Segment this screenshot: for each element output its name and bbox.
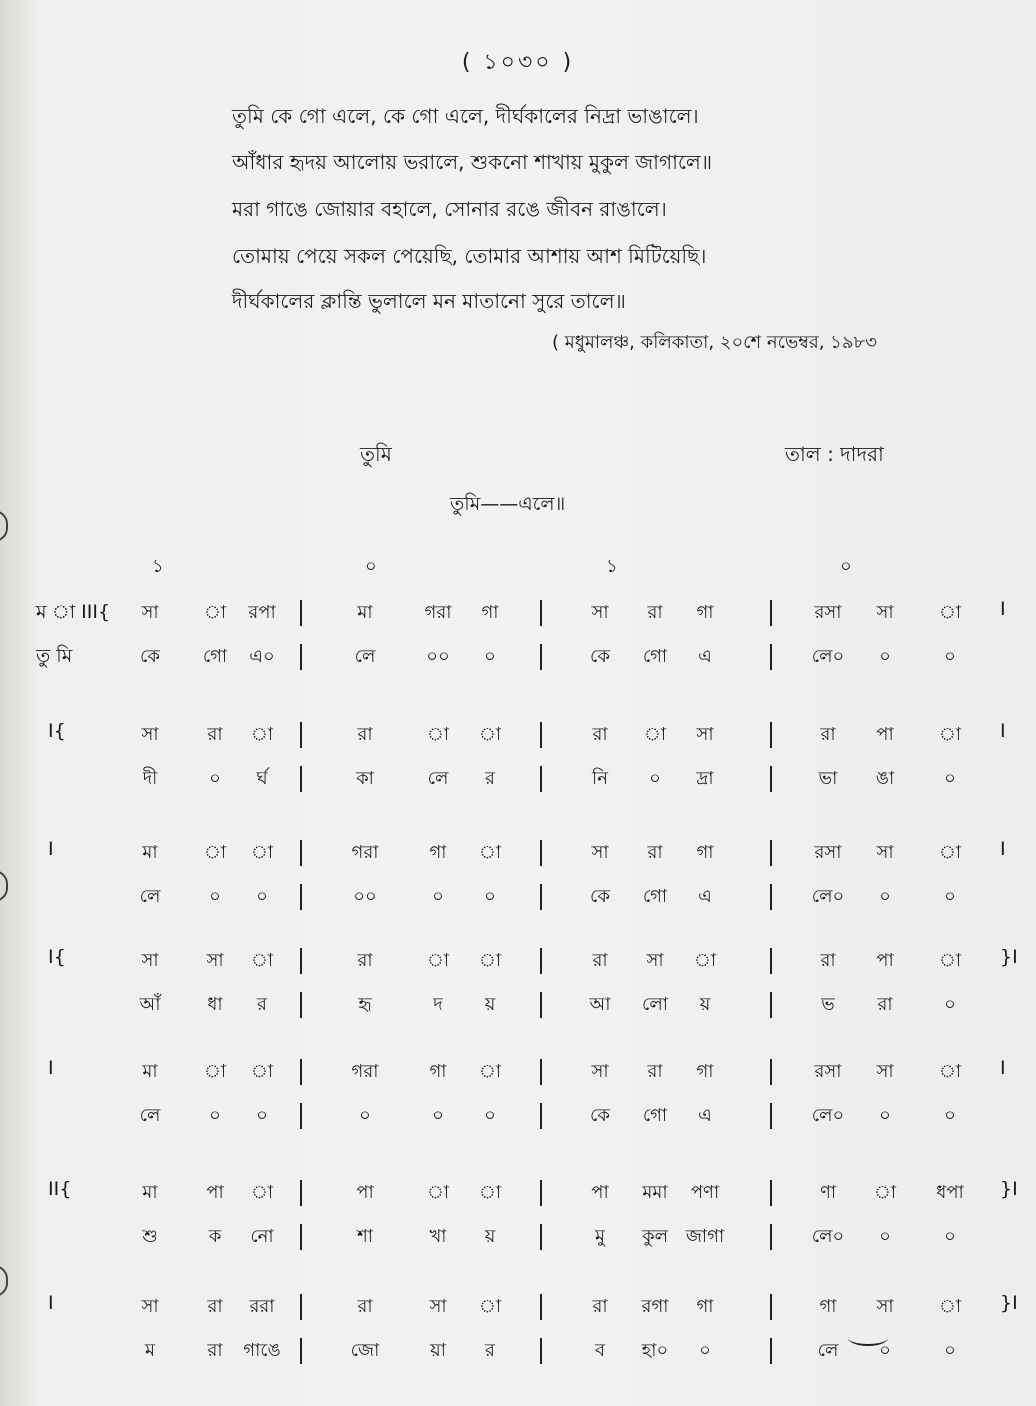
lyric-syllable: দ্রা <box>696 768 714 789</box>
bar-line <box>770 840 772 866</box>
lyric-syllable: শু <box>142 1226 158 1247</box>
swara-note: া <box>938 842 962 863</box>
lyric-syllable: ০ <box>209 1105 221 1126</box>
lyric-syllable: ০ <box>944 1340 956 1361</box>
tala-label: তাল : দাদরা <box>785 442 884 466</box>
swara-note: সা <box>876 1296 894 1317</box>
swara-note: মমা <box>642 1182 668 1203</box>
swara-note: া <box>203 1061 227 1082</box>
lyric-syllable: গো <box>202 646 228 667</box>
bar-line <box>540 1103 542 1129</box>
swara-note: া <box>478 1182 502 1203</box>
swara-note: গা <box>696 602 714 623</box>
swara-note: া <box>643 724 667 745</box>
swara-note: সা <box>591 842 609 863</box>
swara-note: রসা <box>814 602 842 623</box>
lyric-line: দীর্ঘকালের ক্লান্তি ভুলালে মন মাতানো সুরে তালে॥ <box>232 289 626 313</box>
lyric-syllable: ০ <box>879 646 891 667</box>
bar-line <box>300 644 302 670</box>
bar-line <box>300 948 302 974</box>
lyric-syllable: ০ <box>699 1340 711 1361</box>
lyric-row-start: তু মি <box>36 645 73 667</box>
lyric-line: আঁধার হৃদয় আলোয় ভরালে, শুকনো শাখায় মুকুল জাগালে॥ <box>232 150 713 174</box>
swara-note: া <box>873 1182 897 1203</box>
bar-line <box>540 644 542 670</box>
swara-note: গা <box>819 1296 837 1317</box>
lyric-syllable: ০ <box>944 1226 956 1247</box>
lyric-syllable: র <box>257 994 267 1015</box>
swara-note: সা <box>876 842 894 863</box>
swara-note: রা <box>592 1296 608 1317</box>
swara-note: সা <box>141 1296 159 1317</box>
lyric-syllable: জো <box>350 1340 380 1361</box>
lyric-syllable: কুল <box>641 1226 669 1247</box>
swara-note: া <box>938 1061 962 1082</box>
swara-note: গা <box>481 602 499 623</box>
lyric-syllable: দ <box>433 994 443 1015</box>
lyric-syllable: লে <box>139 1105 161 1126</box>
lyric-syllable: ০ <box>209 768 221 789</box>
swara-note: গা <box>429 842 447 863</box>
bar-line <box>770 992 772 1018</box>
credit-line: ( মধুমালঞ্চ, কলিকাতা, ২০শে নভেম্বর, ১৯৮৩ <box>552 332 877 353</box>
swara-note: া <box>426 724 450 745</box>
bar-line <box>770 600 772 626</box>
swara-note: গা <box>696 1296 714 1317</box>
beat-marker: ০ <box>365 556 377 577</box>
bar-line <box>300 1294 302 1320</box>
swara-note: রা <box>207 724 223 745</box>
swara-note: া <box>250 1061 274 1082</box>
lyric-syllable: ভ <box>821 994 835 1015</box>
row-end-marker: }I <box>1000 946 1018 968</box>
lyric-syllable: কে <box>140 646 160 667</box>
bar-line <box>540 884 542 910</box>
swara-note: া <box>938 1296 962 1317</box>
lyric-syllable: ভা <box>818 768 838 789</box>
swara-note: রা <box>357 724 373 745</box>
lyric-syllable: ০ <box>649 768 661 789</box>
lyric-syllable: ০ <box>484 886 496 907</box>
lyric-syllable: এ <box>698 1105 712 1126</box>
lyric-syllable: ধা <box>207 994 223 1015</box>
lyric-syllable: ০ <box>256 1105 268 1126</box>
bar-line <box>300 1059 302 1085</box>
lyric-syllable: লে <box>817 1340 839 1361</box>
lyric-syllable: ০ <box>944 994 956 1015</box>
swara-note: া <box>938 602 962 623</box>
swara-note: া <box>203 602 227 623</box>
swara-note: রা <box>207 1296 223 1317</box>
lyric-syllable: ০ <box>432 886 444 907</box>
row-end-marker: I <box>1000 598 1006 620</box>
bar-line <box>300 884 302 910</box>
swara-note: সা <box>206 950 224 971</box>
lyric-syllable: ক <box>208 1226 222 1247</box>
swara-note: সা <box>696 724 714 745</box>
swara-note: গরা <box>351 842 379 863</box>
lyric-syllable: আ <box>589 994 611 1015</box>
lyric-syllable: ০ <box>209 886 221 907</box>
page-number: ( ১০৩০ ) <box>461 50 575 75</box>
bar-line <box>770 1180 772 1206</box>
lyric-syllable: আঁ <box>139 994 161 1015</box>
lyric-syllable: লে <box>139 886 161 907</box>
lyric-syllable: কে <box>590 646 610 667</box>
swara-note: গরা <box>351 1061 379 1082</box>
lyric-syllable: গো <box>642 1105 668 1126</box>
swara-note: পণা <box>690 1182 720 1203</box>
bar-line <box>770 884 772 910</box>
lyric-syllable: কে <box>590 886 610 907</box>
lyric-syllable: লে০ <box>811 886 845 907</box>
swara-note: া <box>250 724 274 745</box>
swara-note: গা <box>429 1061 447 1082</box>
bar-line <box>300 1224 302 1250</box>
lyric-syllable: ০ <box>944 1105 956 1126</box>
swara-note: া <box>250 950 274 971</box>
swara-note: রা <box>647 1061 663 1082</box>
lyric-syllable: হা০ <box>641 1340 669 1361</box>
bar-line <box>540 722 542 748</box>
swara-note: সা <box>141 950 159 971</box>
notation-title: তুমি <box>360 442 392 466</box>
lyric-syllable: এ <box>698 886 712 907</box>
beat-marker: ১ <box>606 556 618 577</box>
lyric-syllable: খা <box>429 1226 447 1247</box>
swara-note: পা <box>876 724 894 745</box>
beat-marker: ১ <box>152 556 164 577</box>
swara-note: মা <box>357 602 373 623</box>
swara-note: রসা <box>814 842 842 863</box>
swara-note: মা <box>142 1061 158 1082</box>
lyric-syllable: ০০ <box>353 886 377 907</box>
row-end-marker: }I <box>1000 1178 1018 1200</box>
swara-note: গা <box>696 842 714 863</box>
lyric-syllable: গাঙে <box>243 1340 281 1361</box>
bar-line <box>770 722 772 748</box>
swara-note: রা <box>592 724 608 745</box>
lyric-syllable: লে <box>427 768 449 789</box>
swara-note: মা <box>142 842 158 863</box>
lyric-syllable: গো <box>642 646 668 667</box>
swara-note: ধপা <box>936 1182 964 1203</box>
binding-mark <box>0 1265 8 1297</box>
swara-note: া <box>203 842 227 863</box>
row-end-marker: I <box>1000 838 1006 860</box>
swara-note: পা <box>876 950 894 971</box>
swara-note: রা <box>647 842 663 863</box>
bar-line <box>770 644 772 670</box>
lyric-syllable: নো <box>250 1226 274 1247</box>
row-start-marker: I <box>48 838 54 860</box>
swara-note: রা <box>357 1296 373 1317</box>
lyric-syllable: হৃ <box>358 994 372 1015</box>
bar-line <box>300 840 302 866</box>
swara-note: সা <box>429 1296 447 1317</box>
lyric-syllable: জাগা <box>685 1226 725 1247</box>
swara-note: া <box>693 950 717 971</box>
lyric-line: তুমি কে গো এলে, কে গো এলে, দীর্ঘকালের নিদ্রা ভাঙালে। <box>232 104 699 128</box>
swara-note: রপা <box>248 602 276 623</box>
lyric-syllable: র্ঘ <box>256 768 268 789</box>
lyric-syllable: রা <box>207 1340 223 1361</box>
swara-note: া <box>426 950 450 971</box>
bar-line <box>300 992 302 1018</box>
row-start-marker: I <box>48 1057 54 1079</box>
bar-line <box>540 600 542 626</box>
bar-line <box>540 1059 542 1085</box>
lyric-syllable: ০ <box>432 1105 444 1126</box>
bar-line <box>540 766 542 792</box>
lyric-syllable: এ০ <box>249 646 275 667</box>
bar-line <box>540 1180 542 1206</box>
swara-note: রা <box>820 950 836 971</box>
swara-note: সা <box>141 724 159 745</box>
lyric-syllable: কে <box>590 1105 610 1126</box>
lyric-syllable: ব <box>594 1340 606 1361</box>
lyric-syllable: লে০ <box>811 1226 845 1247</box>
swara-note: া <box>478 724 502 745</box>
swara-note: সা <box>591 602 609 623</box>
swara-note: া <box>478 1061 502 1082</box>
swara-note: সা <box>876 602 894 623</box>
lyric-syllable: ০ <box>879 886 891 907</box>
lyric-syllable: য় <box>699 994 711 1015</box>
row-start-marker: I <box>48 1292 54 1314</box>
bar-line <box>540 1294 542 1320</box>
swara-note: রগা <box>641 1296 669 1317</box>
lyric-syllable: ০ <box>879 1226 891 1247</box>
lyric-syllable: ০ <box>944 886 956 907</box>
lyric-syllable: লে০ <box>811 646 845 667</box>
swara-note: ণা <box>819 1182 837 1203</box>
lyric-syllable: য় <box>484 1226 496 1247</box>
lyric-syllable: লে০ <box>811 1105 845 1126</box>
bar-line <box>300 600 302 626</box>
row-end-marker: I <box>1000 1057 1006 1079</box>
lyric-syllable: র <box>485 768 495 789</box>
lyric-syllable: ঙা <box>875 768 895 789</box>
bar-line <box>770 1294 772 1320</box>
swara-note: রা <box>820 724 836 745</box>
binding-mark <box>0 510 8 542</box>
bar-line <box>770 948 772 974</box>
bar-line <box>770 1103 772 1129</box>
lyric-syllable: ০০ <box>426 646 450 667</box>
lyric-syllable: য়া <box>430 1340 446 1361</box>
row-start-marker: I{ <box>48 946 66 968</box>
lyric-syllable: ০ <box>256 886 268 907</box>
swara-note: পা <box>356 1182 374 1203</box>
lyric-syllable: ০ <box>944 646 956 667</box>
lyric-syllable: ০ <box>944 768 956 789</box>
swara-note: গা <box>696 1061 714 1082</box>
bar-line <box>540 948 542 974</box>
swara-note: পা <box>206 1182 224 1203</box>
bar-line <box>540 1338 542 1364</box>
swara-note: রসা <box>814 1061 842 1082</box>
row-start-marker: I{ <box>48 720 66 742</box>
swara-note: সা <box>591 1061 609 1082</box>
lyric-syllable: শা <box>357 1226 373 1247</box>
lyric-syllable: দী <box>142 768 158 789</box>
lyric-line: মরা গাঙে জোয়ার বহালে, সোনার রঙে জীবন রাঙালে। <box>232 197 667 221</box>
lyric-syllable: লে <box>354 646 376 667</box>
bar-line <box>300 766 302 792</box>
swara-note: সা <box>876 1061 894 1082</box>
bar-line <box>300 722 302 748</box>
lyric-syllable: গো <box>642 886 668 907</box>
row-end-marker: I <box>1000 720 1006 742</box>
swara-note: ররা <box>249 1296 275 1317</box>
lyric-syllable: রা <box>877 994 893 1015</box>
swara-note: া <box>250 842 274 863</box>
bar-line <box>770 1338 772 1364</box>
swara-note: সা <box>141 602 159 623</box>
swara-note: রা <box>647 602 663 623</box>
lyric-syllable: কা <box>356 768 374 789</box>
bar-line <box>300 1103 302 1129</box>
swara-note: সা <box>646 950 664 971</box>
swara-note: রা <box>592 950 608 971</box>
bar-line <box>770 1224 772 1250</box>
lyric-syllable: লো <box>642 994 668 1015</box>
bar-line <box>300 1180 302 1206</box>
refrain-line: তুমি——এলে॥ <box>450 493 566 515</box>
slur-mark <box>848 1330 888 1346</box>
swara-note: া <box>478 842 502 863</box>
bar-line <box>540 992 542 1018</box>
swara-note: মা <box>142 1182 158 1203</box>
lyric-syllable: ০ <box>879 1340 891 1361</box>
lyric-syllable: এ <box>698 646 712 667</box>
lyric-syllable: ০ <box>484 1105 496 1126</box>
lyric-syllable: ০ <box>484 646 496 667</box>
swara-note: া <box>426 1182 450 1203</box>
bar-line <box>770 766 772 792</box>
lyric-syllable: ম <box>145 1340 155 1361</box>
swara-note: া <box>938 950 962 971</box>
bar-line <box>540 1224 542 1250</box>
swara-note: রা <box>357 950 373 971</box>
lyric-line: তোমায় পেয়ে সকল পেয়েছি, তোমার আশায় আশ মিটিয়েছি। <box>232 244 707 268</box>
lyric-syllable: নি <box>592 768 608 789</box>
swara-note: া <box>478 1296 502 1317</box>
row-end-marker: }I <box>1000 1292 1018 1314</box>
lyric-syllable: মু <box>595 1226 605 1247</box>
lyric-syllable: য় <box>484 994 496 1015</box>
bar-line <box>770 1059 772 1085</box>
lyric-syllable: র <box>485 1340 495 1361</box>
row-start-marker: II{ <box>48 1178 72 1200</box>
swara-note: া <box>250 1182 274 1203</box>
swara-note: পা <box>591 1182 609 1203</box>
swara-note: গরা <box>424 602 452 623</box>
swara-note: া <box>938 724 962 745</box>
beat-marker: ০ <box>840 556 852 577</box>
lyric-syllable: ০ <box>359 1105 371 1126</box>
binding-mark <box>0 870 8 902</box>
bar-line <box>540 840 542 866</box>
row-start-marker: ম া III{ <box>36 601 111 623</box>
bar-line <box>300 1338 302 1364</box>
swara-note: া <box>478 950 502 971</box>
lyric-syllable: ০ <box>879 1105 891 1126</box>
